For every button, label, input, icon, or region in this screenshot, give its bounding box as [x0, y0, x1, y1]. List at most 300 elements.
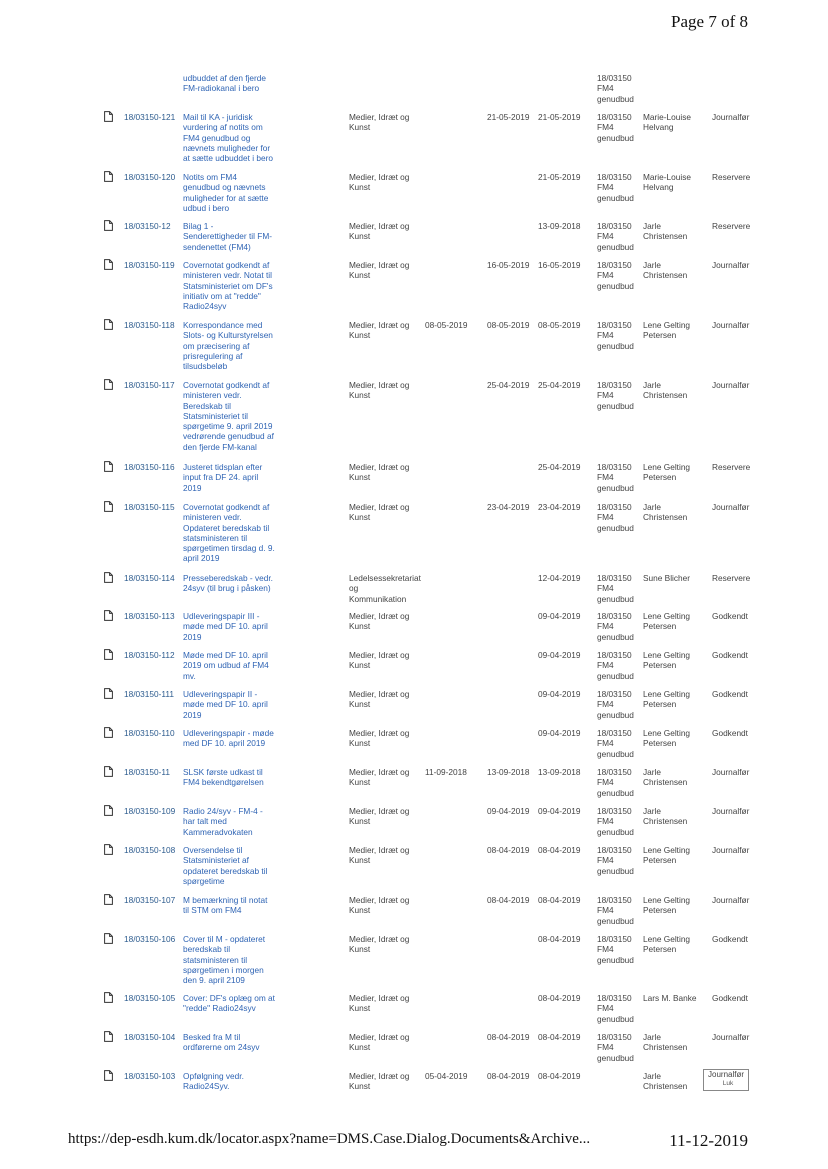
modified-date: 16-05-2019: [538, 260, 581, 270]
document-title-link-line: spørgetime 9. april 2019: [183, 421, 273, 432]
responsible-person-line: Lene Gelting: [643, 320, 691, 330]
case-reference-line: 18/03150: [597, 1032, 632, 1042]
department: [349, 845, 421, 866]
document-title-link[interactable]: [183, 320, 283, 371]
document-title-link-line: Covernotat godkendt af: [183, 380, 270, 390]
document-title-link-line: ordførerne om 24syv: [183, 1042, 260, 1053]
document-title-link[interactable]: [183, 767, 283, 788]
status-label: Journalfør: [712, 380, 750, 390]
document-title-link-line: Slots- og Kulturstyrelsen: [183, 330, 273, 341]
modified-date: 12-04-2019: [538, 573, 581, 583]
document-title-link-line: har talt med: [183, 816, 227, 827]
department-line: Kunst: [349, 944, 371, 955]
modified-date: 08-04-2019: [538, 845, 581, 855]
document-id[interactable]: 18/03150-114: [124, 573, 175, 583]
document-id[interactable]: 18/03150-108: [124, 845, 176, 855]
document-title-link[interactable]: [183, 689, 283, 720]
document-id[interactable]: 18/03150-119: [124, 260, 175, 270]
case-reference-line: FM4: [597, 855, 614, 866]
responsible-person-line: Christensen: [643, 270, 688, 281]
responsible-person-line: Lene Gelting: [643, 650, 691, 660]
modified-date: 08-04-2019: [538, 1032, 581, 1042]
document-title-link-line: FM4 genudbud og: [183, 132, 251, 143]
case-reference: [597, 845, 641, 876]
document-title-link[interactable]: [183, 73, 283, 94]
document-title-link-line: ministeren vedr.: [183, 512, 242, 523]
status[interactable]: [703, 1069, 749, 1091]
document-id[interactable]: 18/03150-11: [124, 767, 170, 777]
responsible-person: [643, 462, 709, 483]
document-id[interactable]: 18/03150-106: [124, 934, 176, 944]
department-line: Kunst: [349, 231, 371, 242]
document-title-link[interactable]: [183, 895, 283, 916]
document-title-link-line: Radio24syv: [183, 301, 227, 312]
status-label: Godkendt: [712, 728, 748, 738]
responsible-person-line: Petersen: [643, 699, 677, 710]
modified-date: 09-04-2019: [538, 728, 581, 738]
modified-date: 08-04-2019: [538, 934, 581, 944]
document-title-link-line: Statsministeriet af: [183, 855, 249, 866]
status-label: Journalfør: [712, 260, 750, 270]
case-reference-line: FM4: [597, 390, 614, 401]
department: [349, 172, 421, 193]
responsible-person-line: Christensen: [643, 816, 688, 827]
case-reference-line: genudbud: [597, 1013, 634, 1024]
document-icon[interactable]: [104, 220, 113, 231]
case-reference: [597, 689, 641, 720]
document-title-link-line: Covernotat godkendt af: [183, 260, 270, 270]
status-label: Reservere: [712, 573, 751, 583]
status: [712, 502, 752, 512]
page-footer: [68, 1131, 748, 1151]
responsible-person: [643, 172, 709, 193]
status: [712, 895, 752, 905]
status-label: Journalfør: [708, 1070, 745, 1079]
document-icon[interactable]: [104, 259, 113, 270]
document-title-link[interactable]: [183, 650, 283, 681]
responsible-person-line: Petersen: [643, 660, 677, 671]
document-title-link[interactable]: [183, 260, 283, 311]
document-id[interactable]: 18/03150-109: [124, 806, 176, 816]
document-icon[interactable]: [104, 1070, 113, 1081]
department-line: Kunst: [349, 660, 371, 671]
responsible-person-line: Christensen: [643, 777, 688, 788]
document-title-link-line: Opfølgning vedr.: [183, 1071, 244, 1081]
responsible-person-line: Lene Gelting: [643, 462, 691, 472]
case-reference-line: 18/03150: [597, 573, 632, 583]
document-id[interactable]: 18/03150-116: [124, 462, 175, 472]
case-reference-line: genudbud: [597, 670, 634, 681]
status-label: Godkendt: [712, 993, 748, 1003]
document-title-link[interactable]: [183, 1071, 283, 1092]
case-reference: [597, 380, 641, 411]
document-icon[interactable]: [104, 610, 113, 621]
document-title-link-line: Udleveringspapir III -: [183, 611, 260, 621]
document-icon[interactable]: [104, 766, 113, 777]
department: [349, 573, 421, 604]
registered-date: 08-04-2019: [487, 845, 530, 855]
department-line: Medier, Idræt og: [349, 172, 410, 182]
case-reference-line: FM4: [597, 512, 614, 523]
modified-date: 13-09-2018: [538, 767, 581, 777]
department-line: Kunst: [349, 1081, 371, 1092]
responsible-person-line: Christensen: [643, 231, 688, 242]
case-reference-line: genudbud: [597, 954, 634, 965]
case-reference-line: FM4: [597, 944, 614, 955]
document-title-link-line: genudbud og nævnets: [183, 182, 266, 193]
document-id[interactable]: 18/03150-113: [124, 611, 175, 621]
status: [712, 462, 752, 472]
document-id[interactable]: 18/03150-107: [124, 895, 176, 905]
department-line: Medier, Idræt og: [349, 895, 410, 905]
responsible-person-line: Petersen: [643, 738, 677, 749]
responsible-person: [643, 260, 709, 281]
document-icon[interactable]: [104, 111, 113, 122]
footer-url: https://dep-esdh.kum.dk/locator.aspx?name=DMS.Case.Dialog.Documents&Archive...: [68, 1131, 591, 1147]
department: [349, 806, 421, 827]
document-title-link-line: møde med DF 10. april: [183, 621, 268, 632]
department-line: Kunst: [349, 1042, 371, 1053]
responsible-person-line: Jarle: [643, 1032, 661, 1042]
case-reference-line: 18/03150: [597, 650, 632, 660]
status-label: Journalfør: [712, 112, 750, 122]
status: [712, 650, 752, 660]
document-icon[interactable]: [104, 933, 113, 944]
document-icon[interactable]: [104, 649, 113, 660]
document-title-link-line: 24syv (til brug i påsken): [183, 583, 271, 594]
document-title-link-line: 2019: [183, 482, 202, 493]
case-reference-line: FM4: [597, 182, 614, 193]
document-title-link-line: ministeren vedr.: [183, 390, 242, 401]
modified-date: 25-04-2019: [538, 462, 581, 472]
case-reference-line: FM4: [597, 231, 614, 242]
document-title-link-line: Besked fra M til: [183, 1032, 241, 1042]
document-icon[interactable]: [104, 572, 113, 583]
responsible-person: [643, 845, 709, 866]
modified-date: 21-05-2019: [538, 172, 581, 182]
document-id[interactable]: 18/03150-12: [124, 221, 171, 231]
document-id[interactable]: 18/03150-117: [124, 380, 175, 390]
status-label: Godkendt: [712, 611, 748, 621]
document-title-link[interactable]: [183, 611, 283, 642]
document-icon[interactable]: [104, 688, 113, 699]
case-reference: [597, 728, 641, 759]
document-icon[interactable]: [104, 894, 113, 905]
status-label: Reservere: [712, 221, 751, 231]
responsible-person-line: Sune Blicher: [643, 573, 691, 583]
responsible-person-line: Jarle: [643, 806, 661, 816]
case-reference: [597, 573, 641, 604]
case-reference-line: genudbud: [597, 1052, 634, 1063]
case-reference: [597, 806, 641, 837]
responsible-person: [643, 611, 709, 632]
document-id[interactable]: 18/03150-103: [124, 1071, 176, 1081]
status: [712, 1032, 752, 1042]
document-icon[interactable]: [104, 992, 113, 1003]
document-id[interactable]: 18/03150-110: [124, 728, 175, 738]
case-reference-line: 18/03150: [597, 895, 632, 905]
letter-date: 11-09-2018: [425, 767, 467, 777]
document-id[interactable]: 18/03150-115: [124, 502, 175, 512]
document-title-link-line: Covernotat godkendt af: [183, 502, 270, 512]
department-line: Medier, Idræt og: [349, 1071, 410, 1081]
responsible-person-line: Helvang: [643, 122, 674, 133]
responsible-person-line: Lene Gelting: [643, 689, 691, 699]
document-title-link[interactable]: [183, 573, 283, 594]
department-line: Medier, Idræt og: [349, 611, 410, 621]
modified-date: 08-04-2019: [538, 895, 581, 905]
document-title-link-line: Opdateret beredskab til: [183, 522, 270, 533]
registered-date: 08-04-2019: [487, 1071, 530, 1081]
registered-date: 16-05-2019: [487, 260, 530, 270]
document-title-link[interactable]: [183, 502, 283, 564]
registered-date: 23-04-2019: [487, 502, 530, 512]
document-icon[interactable]: [104, 501, 113, 512]
case-reference: [597, 1032, 641, 1063]
modified-date: 09-04-2019: [538, 650, 581, 660]
responsible-person: [643, 993, 709, 1003]
status: [712, 728, 752, 738]
case-reference: [597, 172, 641, 203]
department: [349, 993, 421, 1014]
document-title-link[interactable]: [183, 172, 283, 213]
responsible-person-line: Petersen: [643, 330, 677, 341]
responsible-person-line: Lene Gelting: [643, 934, 691, 944]
responsible-person: [643, 221, 709, 242]
status-label: Journalfør: [712, 320, 750, 330]
case-reference-line: genudbud: [597, 631, 634, 642]
document-id[interactable]: 18/03150-118: [124, 320, 175, 330]
document-id[interactable]: 18/03150-120: [124, 172, 176, 182]
department: [349, 502, 421, 523]
document-title-link-line: den fjerde FM-kanal: [183, 441, 257, 452]
case-reference-line: 18/03150: [597, 380, 632, 390]
case-reference-line: 18/03150: [597, 502, 632, 512]
document-title-link-line: Presseberedskab - vedr.: [183, 573, 273, 583]
status: [712, 172, 752, 182]
department: [349, 611, 421, 632]
department-line: Kunst: [349, 330, 371, 341]
document-title-link[interactable]: [183, 993, 283, 1014]
responsible-person: [643, 650, 709, 671]
document-icon[interactable]: [104, 171, 113, 182]
responsible-person-line: Jarle: [643, 221, 661, 231]
document-title-link[interactable]: [183, 1032, 283, 1053]
department-line: Kunst: [349, 390, 371, 401]
document-title-link-line: 2019 om udbud af FM4: [183, 660, 269, 671]
case-reference-line: 18/03150: [597, 462, 632, 472]
department-line: Kommunikation: [349, 593, 407, 604]
case-reference-line: 18/03150: [597, 73, 632, 83]
case-reference: [597, 895, 641, 926]
case-reference: [597, 320, 641, 351]
document-title-link-line: initiativ om at "redde": [183, 290, 261, 301]
modified-date: 23-04-2019: [538, 502, 581, 512]
document-title-link[interactable]: [183, 112, 283, 163]
page-number: Page 7 of 8: [671, 12, 748, 31]
document-title-link[interactable]: [183, 728, 283, 749]
case-reference-line: genudbud: [597, 400, 634, 411]
status-label: Reservere: [712, 172, 751, 182]
responsible-person: [643, 934, 709, 955]
document-title-link[interactable]: [183, 462, 283, 493]
department-line: Medier, Idræt og: [349, 689, 410, 699]
document-icon[interactable]: [104, 379, 113, 390]
department-line: Kunst: [349, 270, 371, 281]
document-id[interactable]: 18/03150-121: [124, 112, 176, 122]
document-title-link[interactable]: [183, 934, 283, 985]
document-title-link-line: Beredskab til: [183, 400, 231, 411]
department-line: Medier, Idræt og: [349, 260, 410, 270]
department: [349, 112, 421, 133]
department: [349, 1032, 421, 1053]
department: [349, 380, 421, 401]
case-reference-line: FM4: [597, 472, 614, 483]
responsible-person: [643, 380, 709, 401]
department-line: Kunst: [349, 182, 371, 193]
case-reference-line: 18/03150: [597, 172, 632, 182]
department-line: Kunst: [349, 1003, 371, 1014]
case-reference-line: genudbud: [597, 522, 634, 533]
department-line: Kunst: [349, 816, 371, 827]
case-reference-line: 18/03150: [597, 611, 632, 621]
document-icon[interactable]: [104, 319, 113, 330]
document-id[interactable]: 18/03150-105: [124, 993, 176, 1003]
case-reference: [597, 112, 641, 143]
department: [349, 650, 421, 671]
document-icon[interactable]: [104, 1031, 113, 1042]
document-title-link-line: udbuddet af den fjerde: [183, 73, 267, 83]
department-line: Ledelsessekretariat: [349, 573, 421, 583]
status: [712, 934, 752, 944]
case-reference-line: FM4: [597, 621, 614, 632]
department: [349, 260, 421, 281]
document-title-link-line: Radio24Syv.: [183, 1081, 230, 1092]
case-reference-line: genudbud: [597, 915, 634, 926]
case-reference-line: 18/03150: [597, 845, 632, 855]
status-label: Journalfør: [712, 845, 750, 855]
responsible-person-line: Jarle: [643, 502, 661, 512]
responsible-person: [643, 502, 709, 523]
letter-date: 05-04-2019: [425, 1071, 468, 1081]
document-title-link-line: nævnets muligheder for: [183, 142, 271, 153]
case-reference-line: FM4: [597, 270, 614, 281]
document-title-link-line: statsministeren til: [183, 532, 248, 543]
responsible-person-line: Helvang: [643, 182, 674, 193]
modified-date: 25-04-2019: [538, 380, 581, 390]
document-icon[interactable]: [104, 805, 113, 816]
responsible-person-line: Christensen: [643, 512, 688, 523]
case-reference: [597, 260, 641, 291]
responsible-person-line: Jarle: [643, 767, 661, 777]
responsible-person: [643, 573, 709, 583]
document-id[interactable]: 18/03150-104: [124, 1032, 176, 1042]
case-reference-line: FM4: [597, 122, 614, 133]
document-title-link-line: om præcisering af: [183, 340, 250, 351]
department-line: Medier, Idræt og: [349, 806, 410, 816]
case-reference-line: genudbud: [597, 826, 634, 837]
case-reference-line: 18/03150: [597, 806, 632, 816]
department-line: Kunst: [349, 122, 371, 133]
document-title-link-line: Justeret tidsplan efter: [183, 462, 263, 472]
responsible-person-line: Petersen: [643, 905, 677, 916]
responsible-person-line: Marie-Louise: [643, 172, 691, 182]
document-title-link-line: sendenettet (FM4): [183, 241, 251, 252]
document-title-link[interactable]: [183, 806, 283, 837]
case-reference-line: genudbud: [597, 192, 634, 203]
case-reference-line: 18/03150: [597, 767, 632, 777]
case-reference-line: FM4: [597, 583, 614, 594]
document-icon[interactable]: [104, 844, 113, 855]
case-reference-line: FM4: [597, 816, 614, 827]
case-reference-line: FM4: [597, 83, 614, 94]
document-id[interactable]: 18/03150-112: [124, 650, 175, 660]
status: [712, 993, 752, 1003]
document-title-link-line: "redde" Radio24syv: [183, 1003, 256, 1014]
modified-date: 21-05-2019: [538, 112, 581, 122]
responsible-person: [643, 320, 709, 341]
document-title-link[interactable]: [183, 380, 283, 452]
responsible-person-line: Petersen: [643, 472, 677, 483]
case-reference: [597, 767, 641, 798]
document-icon[interactable]: [104, 461, 113, 472]
department-line: Medier, Idræt og: [349, 728, 410, 738]
department: [349, 895, 421, 916]
document-title-link[interactable]: [183, 845, 283, 886]
registered-date: 08-04-2019: [487, 1032, 530, 1042]
responsible-person-line: Petersen: [643, 621, 677, 632]
responsible-person-line: Petersen: [643, 855, 677, 866]
department-line: Medier, Idræt og: [349, 993, 410, 1003]
document-title-link-line: med DF 10. april 2019: [183, 738, 266, 749]
status: [712, 112, 752, 122]
document-icon[interactable]: [104, 727, 113, 738]
department-line: Kunst: [349, 738, 371, 749]
department-line: Medier, Idræt og: [349, 462, 410, 472]
department-line: Medier, Idræt og: [349, 934, 410, 944]
document-title-link-line: ministeren vedr. Notat til: [183, 270, 272, 281]
status-label: Godkendt: [712, 934, 748, 944]
status: [712, 689, 752, 699]
status-label: Journalfør: [712, 767, 750, 777]
status-sub-label: Luk: [722, 1080, 734, 1087]
document-title-link-line: prisregulering af: [183, 350, 243, 361]
status-label: Journalfør: [712, 1032, 750, 1042]
document-title-link-line: at sætte udbuddet i bero: [183, 153, 273, 164]
case-reference-line: genudbud: [597, 132, 634, 143]
department: [349, 728, 421, 749]
document-title-link-line: Oversendelse til: [183, 845, 243, 855]
case-reference-line: genudbud: [597, 709, 634, 720]
document-id[interactable]: 18/03150-111: [124, 689, 174, 699]
document-title-link-line: Udleveringspapir II -: [183, 689, 258, 699]
document-title-link-line: vedrørende genudbud af: [183, 431, 274, 442]
modified-date: 08-04-2019: [538, 1071, 581, 1081]
document-title-link-line: Møde med DF 10. april: [183, 650, 268, 660]
document-title-link-line: Korrespondance med: [183, 320, 263, 330]
status: [712, 380, 752, 390]
modified-date: 09-04-2019: [538, 806, 581, 816]
department-line: Medier, Idræt og: [349, 221, 410, 231]
department: [349, 320, 421, 341]
status: [712, 320, 752, 330]
document-title-link-line: opdateret beredskab til: [183, 865, 268, 876]
document-title-link[interactable]: [183, 221, 283, 252]
document-title-link-line: SLSK første udkast til: [183, 767, 263, 777]
department-line: Medier, Idræt og: [349, 845, 410, 855]
document-title-link-line: FM-radiokanal i bero: [183, 83, 260, 94]
department-line: Medier, Idræt og: [349, 1032, 410, 1042]
